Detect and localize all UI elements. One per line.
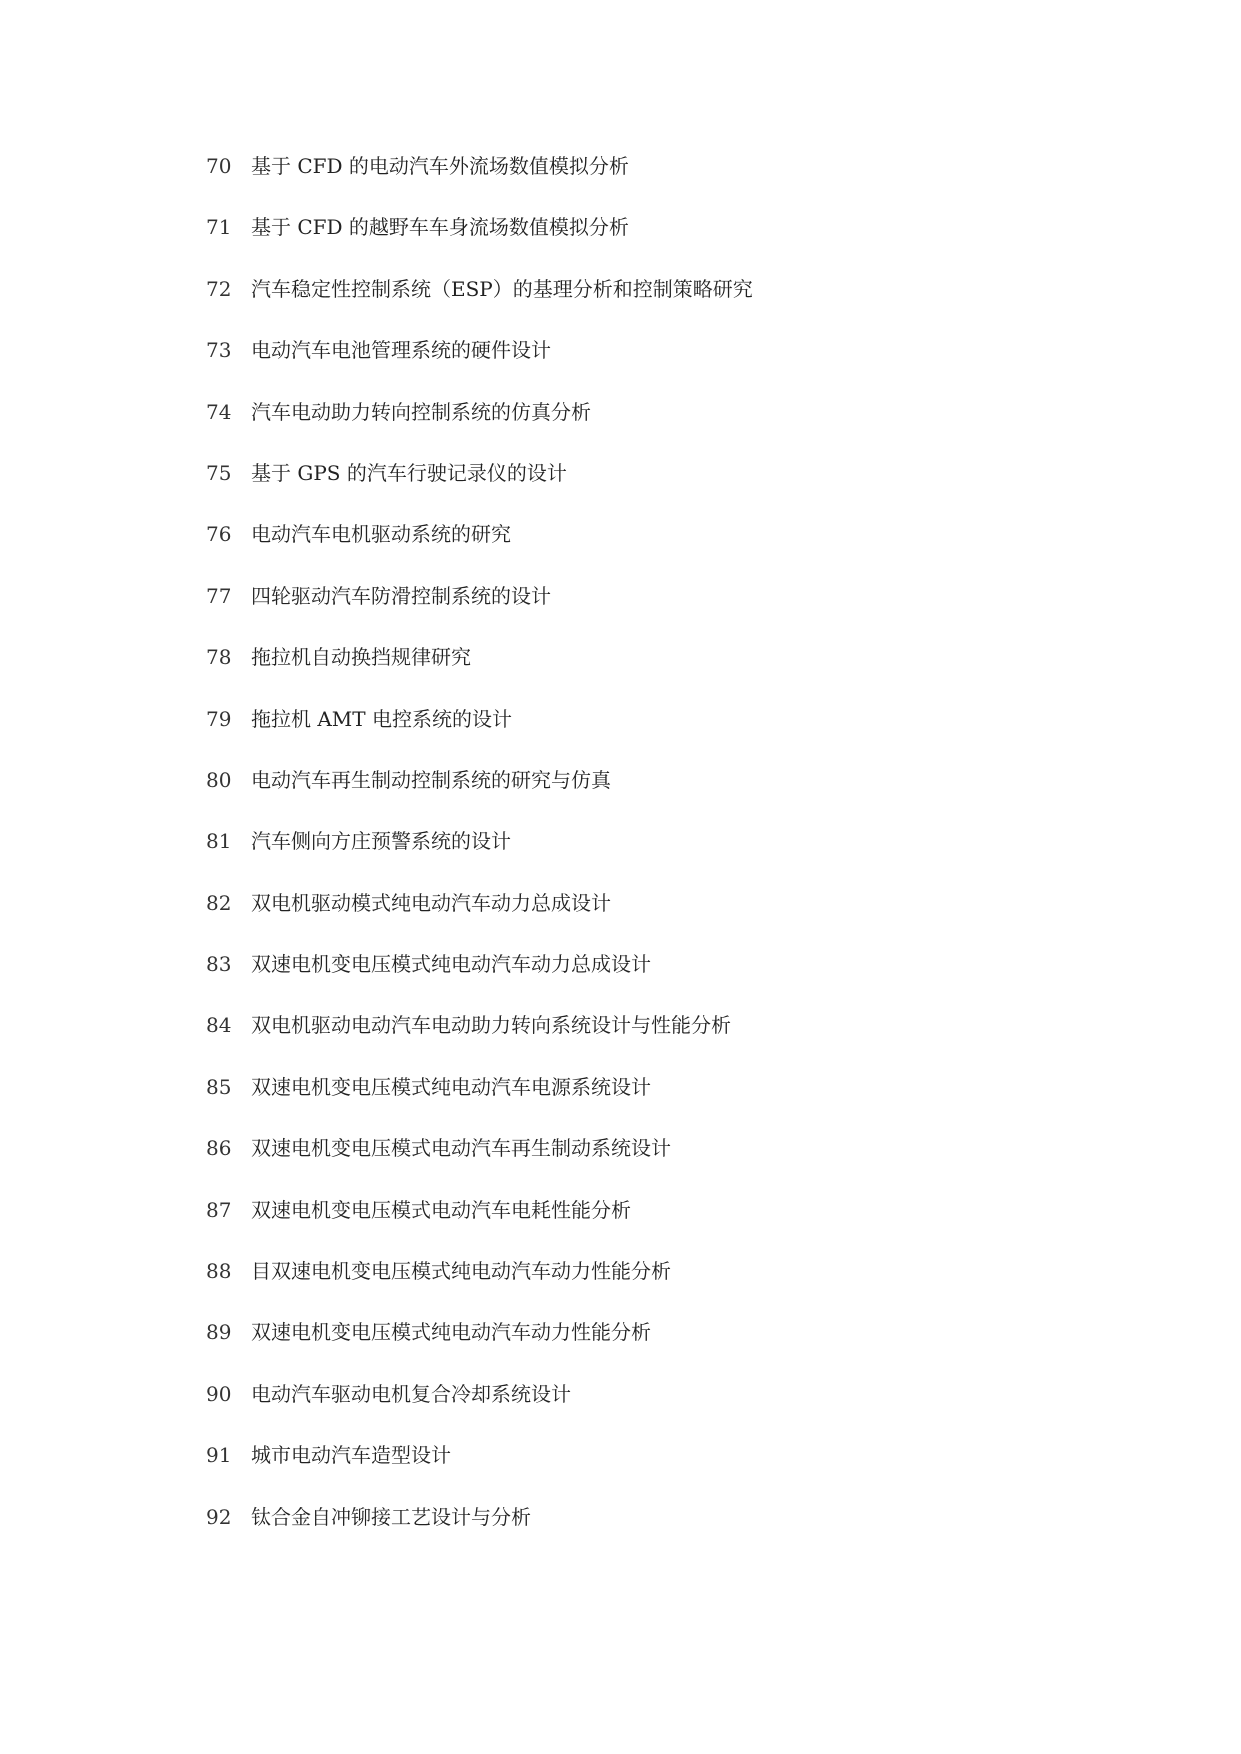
item-number: 78 (206, 645, 232, 670)
item-number: 76 (206, 522, 232, 547)
list-item (206, 951, 753, 1012)
list-item (206, 1074, 753, 1135)
item-number: 73 (206, 338, 232, 363)
item-title: 双速电机变电压模式电动汽车再生制动系统设计 (251, 1136, 671, 1161)
item-title: 双速电机变电压模式纯电动汽车动力总成设计 (251, 952, 651, 977)
item-title: 双速电机变电压模式电动汽车电耗性能分析 (251, 1197, 631, 1222)
item-title: 电动汽车再生制动控制系统的研究与仿真 (251, 767, 611, 792)
list-item (206, 337, 753, 398)
item-number: 86 (206, 1136, 232, 1161)
list-item (206, 399, 753, 460)
item-number: 91 (206, 1443, 232, 1468)
list-item (206, 1381, 753, 1442)
item-title: 汽车稳定性控制系统（ESP）的基理分析和控制策略研究 (251, 276, 753, 301)
item-number: 83 (206, 952, 232, 977)
list-item (206, 460, 753, 521)
item-title: 拖拉机自动换挡规律研究 (251, 645, 471, 670)
item-title: 基于 GPS 的汽车行驶记录仪的设计 (251, 460, 567, 485)
list-item (206, 1012, 753, 1073)
list-item (206, 583, 753, 644)
item-number: 71 (206, 215, 232, 240)
item-number: 80 (206, 767, 232, 792)
item-number: 70 (206, 154, 232, 178)
item-number: 90 (206, 1381, 232, 1406)
item-title: 钛合金自冲铆接工艺设计与分析 (251, 1504, 531, 1529)
list-item (206, 1258, 753, 1319)
list-item (206, 1319, 753, 1380)
item-number: 72 (206, 276, 232, 301)
item-title: 汽车侧向方庄预警系统的设计 (251, 829, 511, 854)
list-item (206, 706, 753, 767)
item-title: 拖拉机 AMT 电控系统的设计 (251, 706, 512, 731)
item-number: 87 (206, 1197, 232, 1222)
item-title: 四轮驱动汽车防滑控制系统的设计 (251, 583, 551, 608)
item-title: 双电机驱动电动汽车电动助力转向系统设计与性能分析 (251, 1013, 731, 1038)
item-number: 92 (206, 1504, 232, 1529)
item-number: 74 (206, 399, 232, 424)
item-title: 基于 CFD 的越野车车身流场数值模拟分析 (251, 215, 629, 240)
item-title: 汽车电动助力转向控制系统的仿真分析 (251, 399, 591, 424)
list-item (206, 828, 753, 889)
item-title: 双速电机变电压模式纯电动汽车电源系统设计 (251, 1074, 651, 1099)
item-title: 电动汽车电机驱动系统的研究 (251, 522, 511, 547)
item-number: 88 (206, 1259, 232, 1284)
list-item (206, 1442, 753, 1503)
list-item (206, 1135, 753, 1196)
item-number: 89 (206, 1320, 232, 1345)
list-item (206, 214, 753, 275)
item-number: 81 (206, 829, 232, 854)
item-title: 双速电机变电压模式纯电动汽车动力性能分析 (251, 1320, 651, 1345)
item-number: 84 (206, 1013, 232, 1038)
item-number: 85 (206, 1074, 232, 1099)
list-item (206, 890, 753, 951)
list-item (206, 1504, 753, 1565)
item-title: 电动汽车驱动电机复合冷却系统设计 (251, 1381, 571, 1406)
item-title: 目双速电机变电压模式纯电动汽车动力性能分析 (251, 1259, 671, 1284)
item-title: 城市电动汽车造型设计 (251, 1443, 451, 1468)
list-item (206, 153, 753, 214)
list-item (206, 644, 753, 705)
item-number: 79 (206, 706, 232, 731)
item-number: 82 (206, 890, 232, 915)
list-item (206, 521, 753, 582)
list-item (206, 276, 753, 337)
list-item (206, 767, 753, 828)
list-item (206, 1197, 753, 1258)
topic-list (206, 153, 753, 1565)
item-number: 75 (206, 460, 232, 485)
item-title: 基于 CFD 的电动汽车外流场数值模拟分析 (251, 154, 629, 178)
item-number: 77 (206, 583, 232, 608)
item-title: 双电机驱动模式纯电动汽车动力总成设计 (251, 890, 611, 915)
item-title: 电动汽车电池管理系统的硬件设计 (251, 338, 551, 363)
